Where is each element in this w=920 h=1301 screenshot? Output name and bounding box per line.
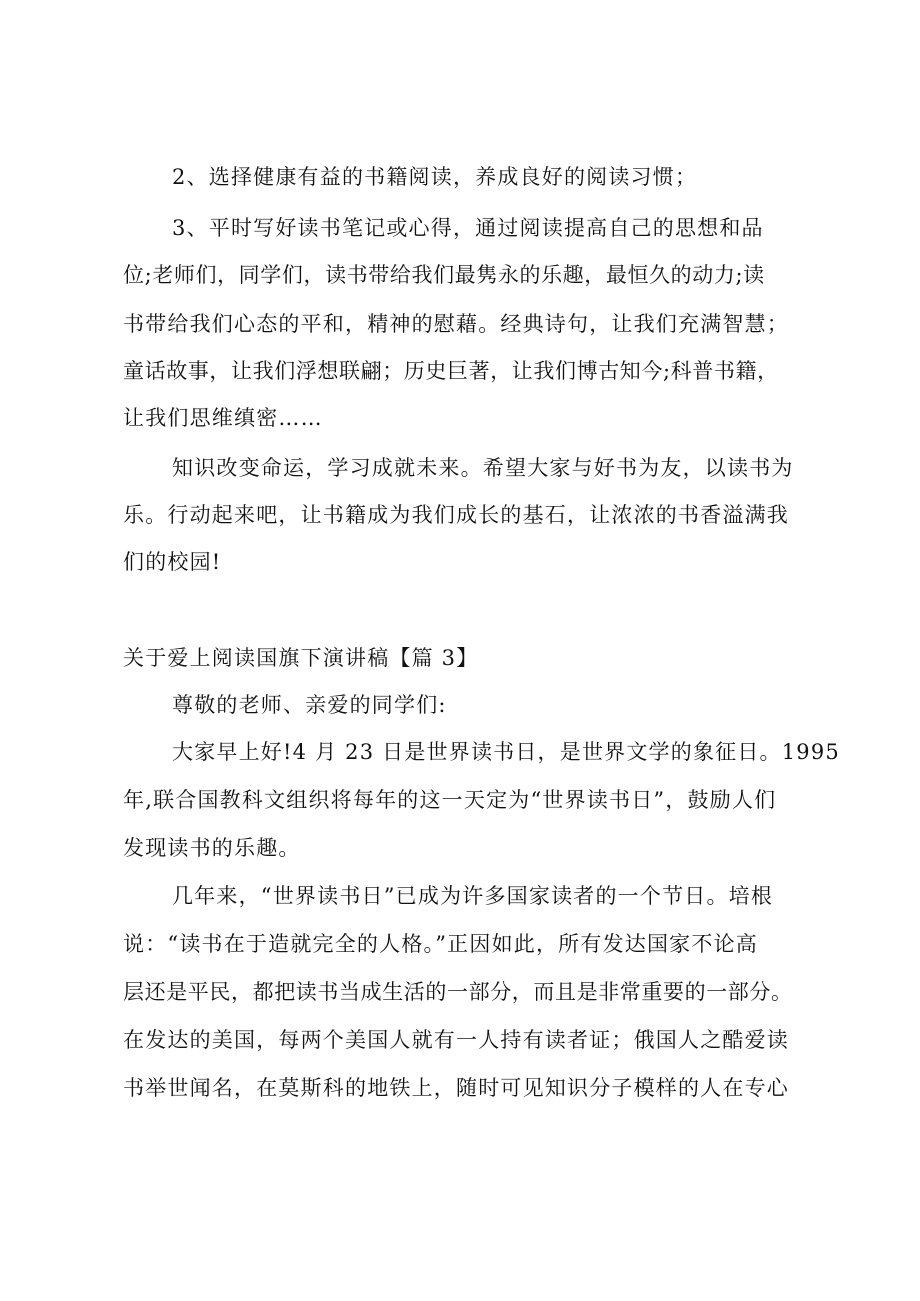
text-line: 在发达的美国，每两个美国人就有一人持有读者证；俄国人之酷爱读 bbox=[123, 1028, 789, 1052]
text-line: 3、平时写好读书笔记或心得，通过阅读提高自己的思想和品 bbox=[172, 216, 764, 240]
text-line: 几年来，“世界读书日”已成为许多国家读者的一个节日。培根 bbox=[172, 884, 774, 908]
text-line: 发现读书的乐趣。 bbox=[123, 836, 301, 860]
text-line: 年,联合国教科文组织将每年的这一天定为“世界读书日”，鼓励人们 bbox=[123, 788, 777, 812]
text-line: 让我们思维缜密…… bbox=[123, 406, 323, 430]
text-line: 大家早上好!4 月 23 日是世界读书日，是世界文学的象征日。1995 bbox=[172, 740, 840, 764]
text-line: 们的校园! bbox=[123, 550, 222, 574]
text-line: 童话故事，让我们浮想联翩；历史巨著，让我们博古知今;科普书籍， bbox=[123, 359, 779, 383]
text-line: 层还是平民，都把读书当成生活的一部分，而且是非常重要的一部分。 bbox=[123, 980, 793, 1004]
text-line: 2、选择健康有益的书籍阅读，养成良好的阅读习惯； bbox=[172, 165, 698, 189]
text-line: 书带给我们心态的平和，精神的慰藉。经典诗句，让我们充满智慧； bbox=[123, 312, 789, 336]
text-line: 书举世闻名，在莫斯科的地铁上，随时可见知识分子模样的人在专心 bbox=[123, 1076, 789, 1100]
text-line: 说：“读书在于造就完全的人格。”正因如此，所有发达国家不论高 bbox=[123, 932, 758, 956]
text-line: 位;老师们，同学们，读书带给我们最隽永的乐趣，最恒久的动力;读 bbox=[123, 263, 765, 287]
text-line: 尊敬的老师、亲爱的同学们: bbox=[172, 693, 447, 717]
text-line: 知识改变命运，学习成就未来。希望大家与好书为友，以读书为 bbox=[172, 456, 794, 480]
section-heading: 关于爱上阅读国旗下演讲稿【篇 3】 bbox=[123, 646, 479, 670]
text-line: 乐。行动起来吧，让书籍成为我们成长的基石，让浓浓的书香溢满我 bbox=[123, 503, 789, 527]
